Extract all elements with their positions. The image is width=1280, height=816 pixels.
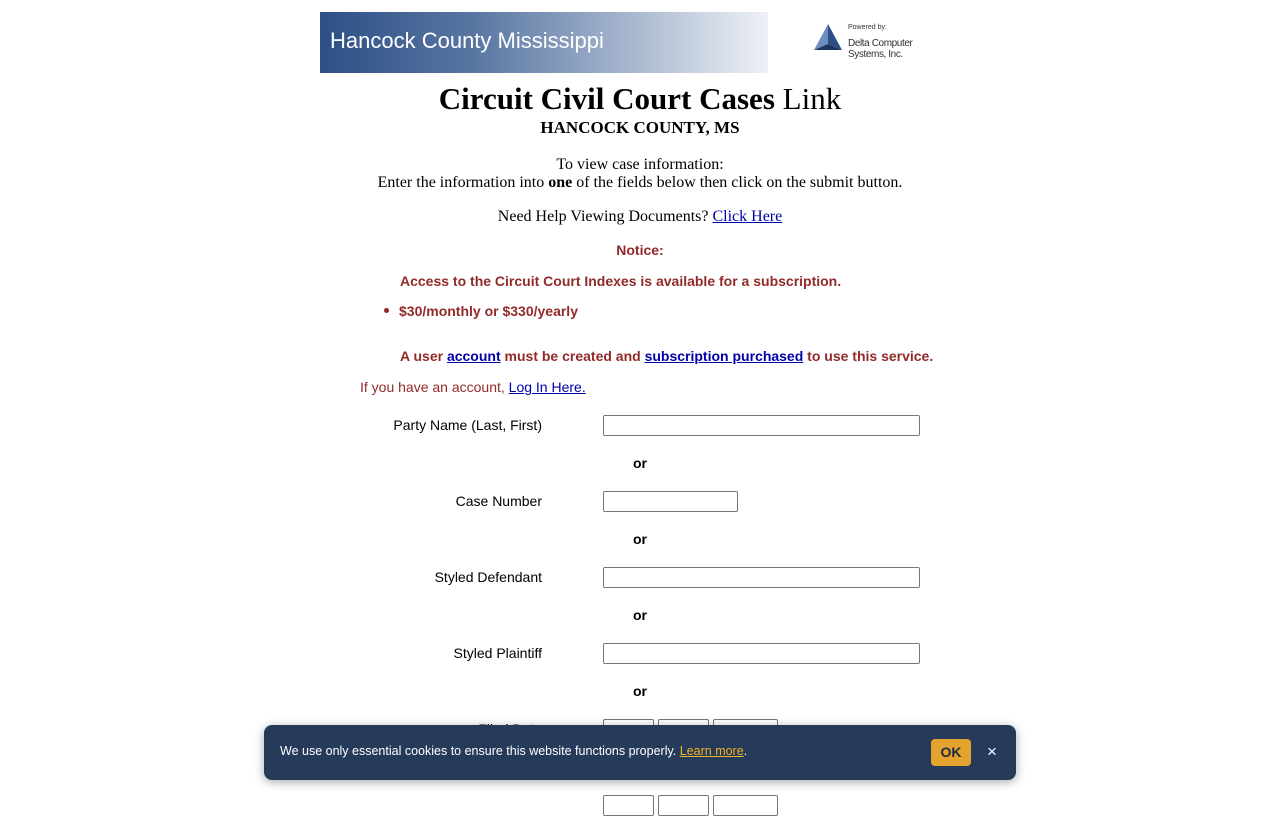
learn-more-link[interactable]: Learn more xyxy=(679,744,744,758)
user-pre: A user xyxy=(400,348,447,364)
styled-plaintiff-input[interactable] xyxy=(603,643,920,664)
help-text: Need Help Viewing Documents? xyxy=(497,208,713,225)
page-title xyxy=(0,81,1280,117)
help-link[interactable]: Click Here xyxy=(712,208,783,225)
notice-heading: Notice: xyxy=(616,242,664,258)
powered-by-text: Powered by: xyxy=(848,24,887,31)
party-name-label: Party Name (Last, First) xyxy=(393,417,542,433)
close-icon[interactable]: × xyxy=(987,742,997,761)
case-number-input[interactable] xyxy=(603,491,738,512)
login-line xyxy=(360,379,586,395)
or-separator-1: or xyxy=(633,455,647,471)
cookie-banner xyxy=(264,725,1016,780)
date-day-input-2[interactable] xyxy=(658,795,709,816)
page-title-bold: Circuit Civil Court Cases xyxy=(438,81,775,116)
or-separator-3: or xyxy=(633,607,647,623)
cookie-ok-button[interactable]: OK xyxy=(931,739,971,766)
or-separator-2: or xyxy=(633,531,647,547)
delta-logo xyxy=(812,22,952,62)
login-pre: If you have an account, xyxy=(360,379,509,395)
bullet-icon xyxy=(384,308,389,313)
case-number-label: Case Number xyxy=(455,493,542,509)
date-month-input-2[interactable] xyxy=(603,795,654,816)
instruction-line-1: To view case information: xyxy=(556,156,724,173)
date-year-input-2[interactable] xyxy=(713,795,778,816)
styled-defendant-label: Styled Defendant xyxy=(434,569,542,585)
user-post: to use this service. xyxy=(803,348,934,364)
account-link[interactable]: account xyxy=(446,348,501,364)
styled-plaintiff-label: Styled Plaintiff xyxy=(453,645,542,661)
price-list-item xyxy=(384,303,578,319)
instruction-pre: Enter the information into xyxy=(377,174,549,191)
styled-defendant-input[interactable] xyxy=(603,567,920,588)
cookie-text: We use only essential cookies to ensure this website functions properly. xyxy=(280,744,680,758)
page-subtitle: HANCOCK COUNTY, MS xyxy=(540,118,740,137)
help-line xyxy=(0,208,1280,226)
pyramid-logo-icon xyxy=(812,22,844,56)
instruction-line-2 xyxy=(0,174,1280,192)
page-title-plain: Link xyxy=(774,81,842,116)
banner-title: Hancock County Mississippi xyxy=(330,28,604,53)
cookie-period: . xyxy=(743,744,748,758)
user-mid: must be created and xyxy=(500,348,645,364)
county-banner xyxy=(320,12,768,73)
party-name-input[interactable] xyxy=(603,415,920,436)
subscription-notice xyxy=(400,348,933,364)
instruction-post: of the fields below then click on the submit button. xyxy=(572,174,903,191)
subscription-link[interactable]: subscription purchased xyxy=(644,348,804,364)
cookie-message xyxy=(280,744,747,758)
access-text: Access to the Circuit Court Indexes is available for a subscription. xyxy=(400,273,842,289)
instruction-bold: one xyxy=(548,174,573,191)
or-separator-4: or xyxy=(633,683,647,699)
company-name: Delta Computer Systems, Inc. xyxy=(848,38,913,60)
price-text: $30/monthly or $330/yearly xyxy=(399,303,578,319)
login-link[interactable]: Log In Here. xyxy=(508,379,586,395)
